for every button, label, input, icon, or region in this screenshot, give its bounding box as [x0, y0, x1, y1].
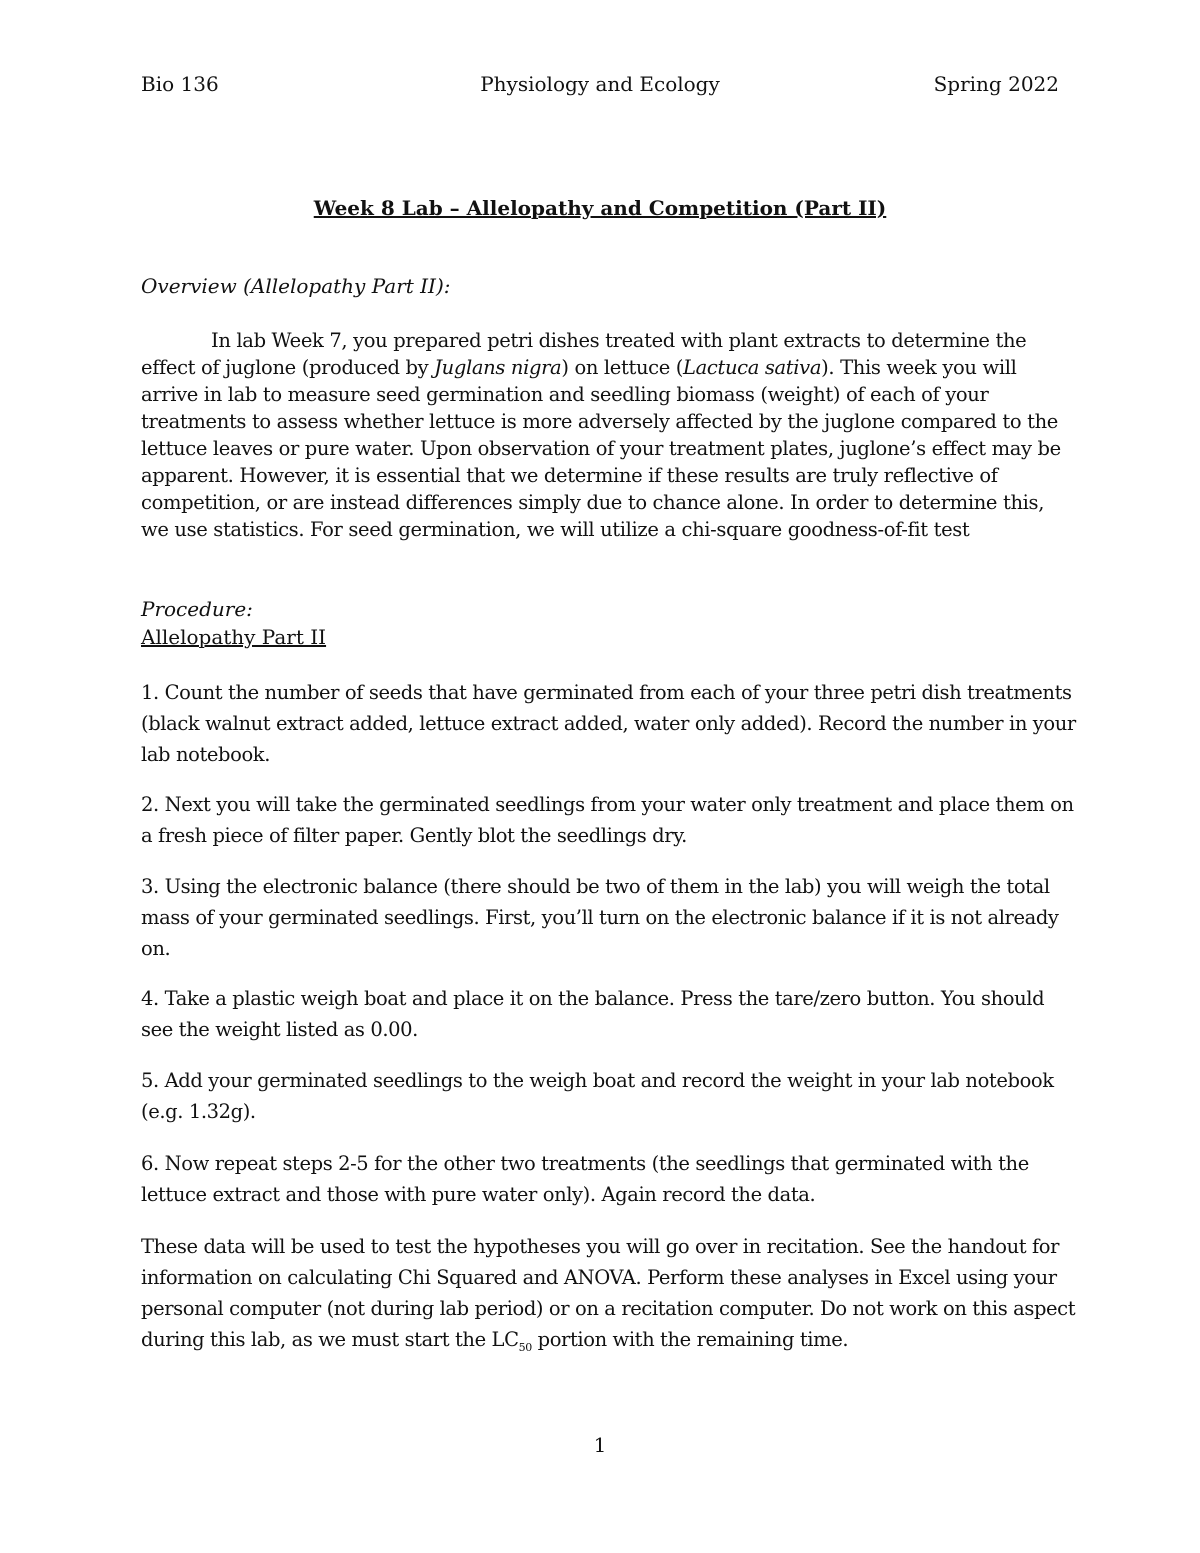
- closing-text-2: portion with the remaining time.: [531, 1328, 849, 1351]
- course-title: Physiology and Ecology: [480, 72, 720, 96]
- procedure-step-1: 1. Count the number of seeds that have germinated from each of your three petri dish treatments (black walnut extract added, lettuce extract added, water only added). Record the number in your lab notebook.: [141, 681, 1076, 766]
- overview-heading: Overview (Allelopathy Part II):: [141, 274, 451, 298]
- species-juglans: Juglans nigra: [434, 356, 562, 379]
- procedure-step-4: 4. Take a plastic weigh boat and place it on the balance. Press the tare/zero button. You should see the weight listed as 0.00.: [141, 987, 1045, 1041]
- procedure-heading: Procedure:: [141, 597, 253, 621]
- procedure-step-3: 3. Using the electronic balance (there should be two of them in the lab) you will weigh the total mass of your germinated seedlings. First, you’ll turn on the electronic balance if it is not already on.: [141, 875, 1059, 960]
- overview-text-2: ) on lettuce (: [561, 356, 684, 379]
- overview-paragraph: [141, 327, 1071, 543]
- course-code: Bio 136: [141, 72, 219, 96]
- section-heading: Allelopathy Part II: [141, 625, 327, 649]
- species-lactuca: Lactuca sativa: [683, 356, 822, 379]
- page-header: [141, 72, 1059, 102]
- procedure-step-6: 6. Now repeat steps 2-5 for the other two treatments (the seedlings that germinated with the lettuce extract and those with pure water only). Again record the data.: [141, 1152, 1029, 1206]
- closing-text-1: These data will be used to test the hypotheses you will go over in recitation. See the handout for information on calculating Chi Squared and ANOVA. Perform these analyses in Excel using your personal computer (not during lab period) or on a recitation computer. Do not work on this aspect during this lab, as we must start the LC: [141, 1235, 1076, 1351]
- procedure-step-2: 2. Next you will take the germinated seedlings from your water only treatment and place them on a fresh piece of filter paper. Gently blot the seedlings dry.: [141, 793, 1074, 847]
- overview-text-3: ). This week you will arrive in lab to measure seed germination and seedling biomass (weight) of each of your treatments to assess whether lettuce is more adversely affected by the juglone compared to the lettuce leaves or pure water. Upon observation of your treatment plates, juglone’s effect may be apparent. However, it is essential that we determine if these results are truly reflective of competition, or are instead differences simply due to chance alone. In order to determine this, we use statistics. For seed germination, we will utilize a chi-square goodness-of-fit test: [141, 356, 1061, 541]
- closing-paragraph: [141, 1231, 1076, 1363]
- document-title: Week 8 Lab – Allelopathy and Competition (Part II): [313, 196, 887, 220]
- lc-subscript: 50: [518, 1340, 532, 1354]
- procedure-step-5: 5. Add your germinated seedlings to the weigh boat and record the weight in your lab notebook (e.g. 1.32g).: [141, 1069, 1054, 1123]
- overview-text-1: In lab Week 7, you prepared petri dishes treated with plant extracts to determine the effect of juglone (produced by: [141, 329, 1027, 379]
- term: Spring 2022: [933, 72, 1059, 96]
- page-number: 1: [593, 1433, 607, 1457]
